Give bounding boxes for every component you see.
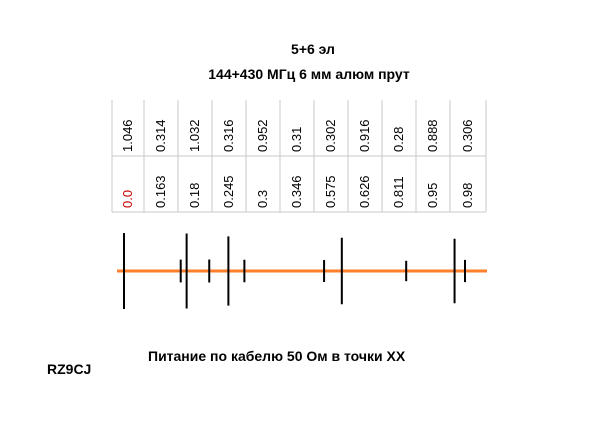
element-length-label: 0.952 — [255, 119, 270, 152]
element-position-label: 0.95 — [425, 182, 440, 208]
element-position-label: 0.245 — [221, 175, 236, 208]
element-position-label: 0.18 — [187, 182, 202, 208]
element-length-label: 0.314 — [153, 119, 168, 152]
element-position-label: 0.575 — [323, 175, 338, 208]
element-length-label: 1.046 — [120, 119, 135, 152]
element-length-label: 0.31 — [289, 126, 304, 152]
element-position-label: 0.163 — [153, 175, 168, 208]
element-position-label: 0.3 — [255, 189, 270, 208]
element-length-label: 0.316 — [221, 119, 236, 152]
feed-note: Питание по кабелю 50 Ом в точки XX — [148, 348, 406, 364]
element-length-label: 0.916 — [357, 119, 372, 152]
callsign: RZ9CJ — [47, 361, 92, 377]
element-length-label: 0.306 — [460, 119, 475, 152]
element-length-label: 0.888 — [425, 119, 440, 152]
diagram-subtitle: 144+430 МГц 6 мм алюм прут — [208, 66, 410, 82]
element-position-label: 0.346 — [289, 175, 304, 208]
element-position-label: 0.0 — [120, 189, 135, 208]
diagram-title: 5+6 эл — [291, 41, 335, 57]
element-length-label: 1.032 — [187, 119, 202, 152]
element-position-label: 0.98 — [460, 182, 475, 208]
element-position-label: 0.626 — [357, 175, 372, 208]
element-length-label: 0.302 — [323, 119, 338, 152]
element-length-label: 0.28 — [391, 126, 406, 152]
element-position-label: 0.811 — [391, 176, 406, 208]
